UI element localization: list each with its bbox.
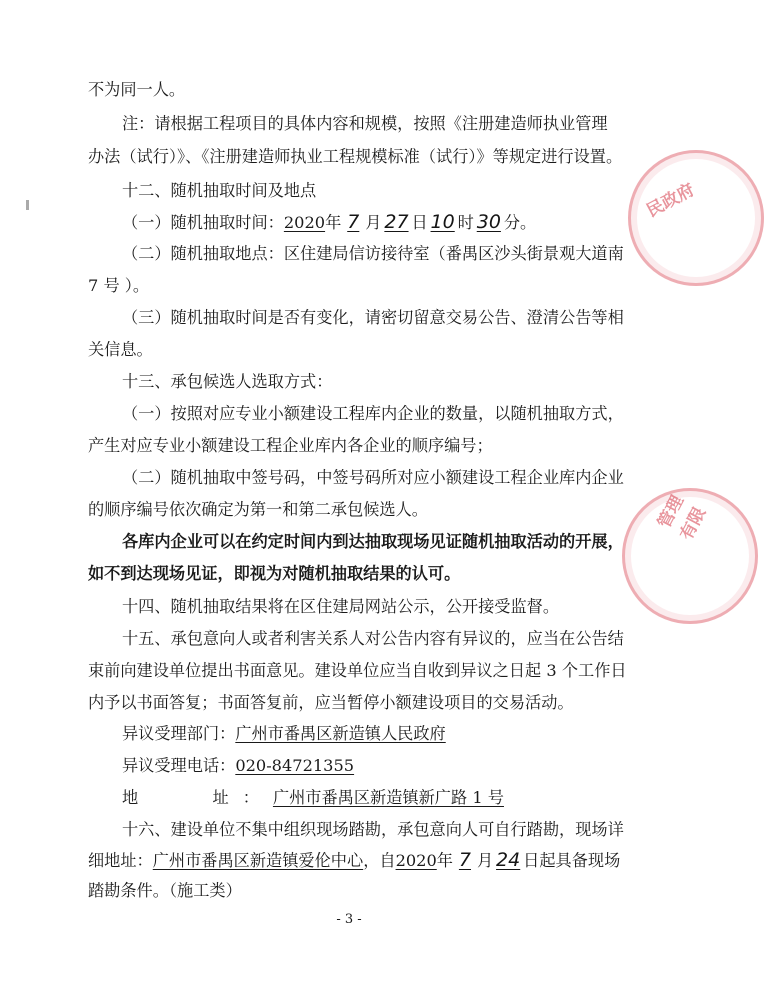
objection-phone-label: 异议受理电话： bbox=[122, 756, 236, 775]
selection-item-2-cont: 的顺序编号依次确定为第一和第二承包候选人。 bbox=[88, 500, 428, 519]
handwritten-day: 27 bbox=[384, 211, 409, 233]
draw-time-label: （一）随机抽取时间： bbox=[122, 213, 284, 232]
draw-location-line: （二）随机抽取地点：区住建局信访接待室（番禺区沙头街景观大道南 bbox=[122, 244, 624, 263]
from-text: ，自 bbox=[363, 851, 396, 870]
address-label: 地 址： bbox=[122, 788, 273, 807]
handwritten-month: 7 bbox=[347, 211, 360, 233]
hour-char: 时 bbox=[457, 213, 474, 232]
bold-notice: 各库内企业可以在约定时间内到达抽取现场见证随机抽取活动的开展， bbox=[122, 532, 624, 551]
text-line: 不为同一人。 bbox=[88, 80, 186, 99]
site-visit-suffix: 日起具备现场 bbox=[523, 851, 621, 870]
handwritten-hour: 10 bbox=[430, 211, 455, 233]
minute-char: 分。 bbox=[503, 213, 537, 232]
bold-notice-cont: 如不到达现场见证，即视为对随机抽取结果的认可。 bbox=[88, 564, 461, 583]
site-visit-line bbox=[88, 850, 638, 871]
year-char: 年 bbox=[436, 851, 453, 870]
section-12-heading: 十二、随机抽取时间及地点 bbox=[122, 181, 317, 200]
section-16-line: 十六、建设单位不集中组织现场踏勘，承包意向人可自行踏勘，现场详 bbox=[122, 820, 624, 839]
page-number: - 3 - bbox=[336, 912, 362, 927]
section-15-line: 十五、承包意向人或者利害关系人对公告内容有异议的，应当在公告结 bbox=[122, 629, 624, 648]
selection-item-1-cont: 产生对应专业小额建设工程企业库内各企业的顺序编号； bbox=[88, 436, 493, 455]
seal-text-top: 民政府 bbox=[643, 179, 698, 222]
address-line bbox=[122, 788, 672, 808]
handwritten-site-month: 7 bbox=[458, 849, 471, 871]
month-char: 月 bbox=[365, 213, 382, 232]
draw-change-cont: 关信息。 bbox=[88, 340, 153, 359]
draw-location-cont: 7 号 ）。 bbox=[88, 276, 150, 295]
seal-text-middle: 管理有限 bbox=[654, 492, 711, 544]
site-year: 2020 bbox=[395, 851, 437, 870]
site-visit-cont: 踏勘条件。（施工类） bbox=[88, 881, 242, 900]
draw-time-line bbox=[122, 212, 672, 233]
section-15-cont-2: 内予以书面答复；书面答复前，应当暂停小额建设项目的交易活动。 bbox=[88, 693, 574, 712]
draw-change-line: （三）随机抽取时间是否有变化，请密切留意交易公告、澄清公告等相 bbox=[122, 308, 624, 327]
objection-dept-value: 广州市番禺区新造镇人民政府 bbox=[235, 724, 446, 743]
objection-dept-line bbox=[122, 724, 672, 744]
year-char: 年 bbox=[325, 213, 342, 232]
handwritten-site-day: 24 bbox=[496, 849, 521, 871]
address-value: 广州市番禺区新造镇新广路 1 号 bbox=[272, 788, 504, 807]
section-13-heading: 十三、承包候选人选取方式： bbox=[122, 372, 333, 391]
note-line-cont: 办法（试行）》、《注册建造师执业工程规模标准（试行）》等规定进行设置。 bbox=[88, 147, 623, 166]
note-line: 注：请根据工程项目的具体内容和规模，按照《注册建造师执业管理 bbox=[122, 114, 608, 133]
selection-item-2: （二）随机抽取中签号码，中签号码所对应小额建设工程企业库内企业 bbox=[122, 468, 624, 487]
month-char: 月 bbox=[476, 851, 494, 870]
objection-phone-value: 020-84721355 bbox=[235, 756, 355, 775]
selection-item-1: （一）按照对应专业小额建设工程库内企业的数量，以随机抽取方式， bbox=[122, 404, 624, 423]
site-visit-label: 细地址： bbox=[88, 851, 153, 870]
section-15-cont-1: 束前向建设单位提出书面意见。建设单位应当自收到异议之日起 3 个工作日 bbox=[88, 661, 627, 680]
official-seal-top bbox=[628, 150, 764, 286]
objection-dept-label: 异议受理部门： bbox=[122, 724, 236, 743]
draw-year: 2020 bbox=[283, 213, 326, 232]
site-address: 广州市番禺区新造镇爱伦中心 bbox=[152, 851, 364, 870]
objection-phone-line bbox=[122, 756, 672, 776]
handwritten-minute: 30 bbox=[476, 211, 501, 233]
scan-speck bbox=[26, 200, 29, 210]
day-char: 日 bbox=[411, 213, 428, 232]
section-14-line: 十四、随机抽取结果将在区住建局网站公示，公开接受监督。 bbox=[122, 597, 560, 616]
